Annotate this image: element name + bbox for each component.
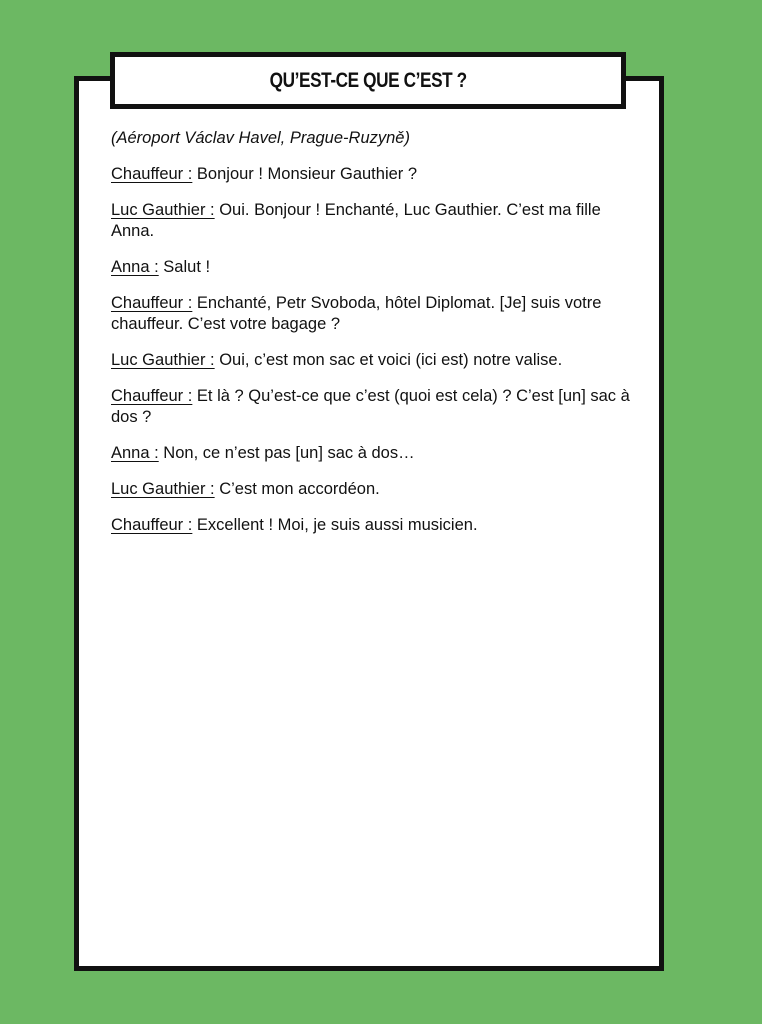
dialogue-line (111, 257, 631, 278)
speaker-label: Chauffeur : (111, 165, 193, 183)
scene-setting: (Aéroport Václav Havel, Prague-Ruzyně) (111, 129, 410, 147)
line-text: Bonjour ! Monsieur Gauthier ? (192, 165, 418, 183)
dialogue-content (111, 128, 631, 551)
dialogue-line (111, 200, 631, 242)
speaker-label: Anna : (111, 444, 159, 462)
speaker-label: Anna : (111, 258, 159, 276)
dialogue-line (111, 350, 631, 371)
speaker-label: Chauffeur : (111, 294, 193, 312)
line-text: Salut ! (158, 258, 211, 276)
line-text: Et là ? Qu’est-ce que c’est (quoi est cela) ? C’est [un] sac à dos ? (111, 387, 630, 426)
dialogue-line (111, 443, 631, 464)
line-text: C’est mon accordéon. (214, 480, 380, 498)
dialogue-line (111, 515, 631, 536)
dialogue-line (111, 164, 631, 185)
line-text: Oui. Bonjour ! Enchanté, Luc Gauthier. C’est ma fille Anna. (111, 201, 601, 240)
speaker-label: Chauffeur : (111, 387, 193, 405)
line-text: Non, ce n’est pas [un] sac à dos… (158, 444, 415, 462)
speaker-label: Luc Gauthier : (111, 480, 215, 498)
line-text: Excellent ! Moi, je suis aussi musicien. (192, 516, 478, 534)
speaker-label: Luc Gauthier : (111, 201, 215, 219)
dialogue-line (111, 479, 631, 500)
title-box (110, 52, 626, 109)
dialogue-line (111, 293, 631, 335)
dialogue-line (111, 386, 631, 428)
speaker-label: Chauffeur : (111, 516, 193, 534)
line-text: Enchanté, Petr Svoboda, hôtel Diplomat. [Je] suis votre chauffeur. C’est votre bagage ? (111, 294, 602, 333)
speaker-label: Luc Gauthier : (111, 351, 215, 369)
line-text: Oui, c’est mon sac et voici (ici est) notre valise. (214, 351, 563, 369)
page-title: QU’EST-CE QUE C’EST ? (269, 68, 467, 92)
